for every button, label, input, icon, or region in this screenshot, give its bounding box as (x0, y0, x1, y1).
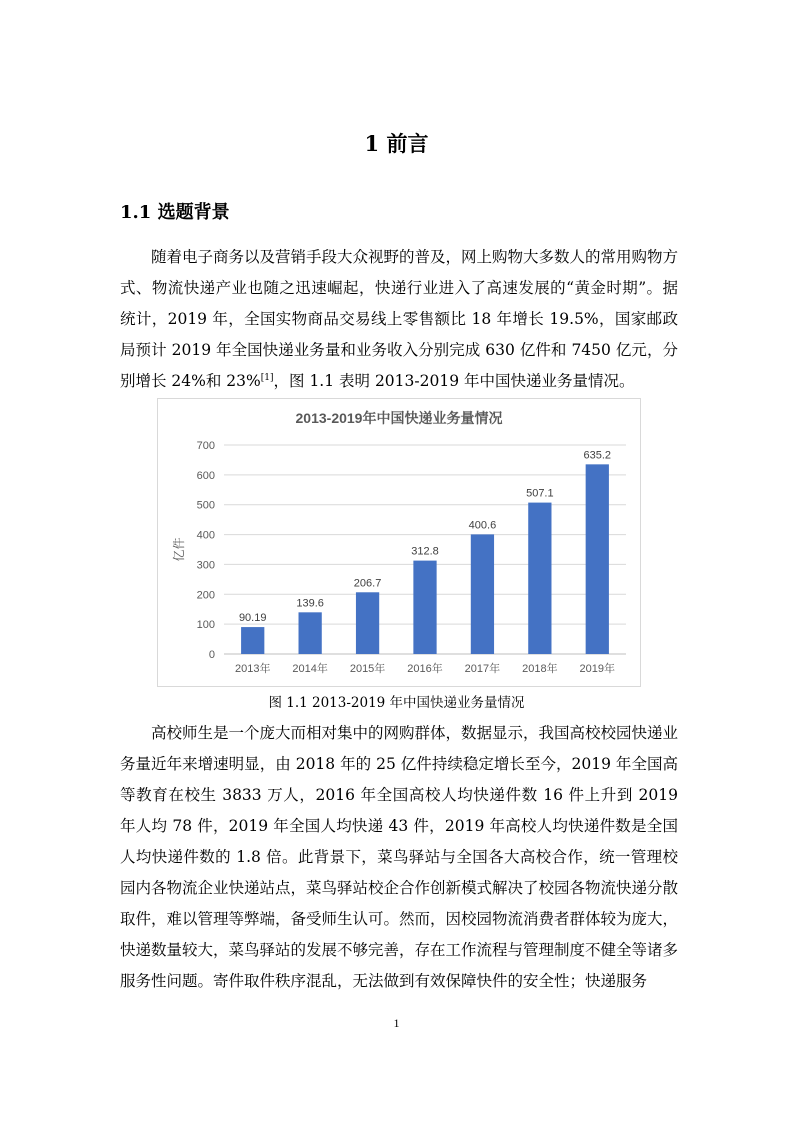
y-tick-label: 0 (208, 649, 215, 661)
figure-caption: 图 1.1 2013-2019 年中国快递业务量情况 (268, 695, 525, 711)
data-label: 139.6 (296, 597, 324, 610)
intro-paragraph (120, 242, 678, 397)
body-paragraph: 高校师生是一个庞大而相对集中的网购群体，数据显示，我国高校校园快递业务量近年来增速明显，由 2018 年的 25 亿件持续稳定增长至今，2019 年全国高等教育在校生 3833 万人，2016 年全国高校人均快递件数 16 件上升到 2019 年人均 78 件，2019 年全国人均快递 43 件，2019 年高校人均快递件数是全国人均快递件数的 1.8 倍。此背景下，菜鸟驿站与全国各大高校合作，统一管理校园内各物流企业快递站点，菜鸟驿站校企合作创新模式解决了校园各物流快递分散取件，难以管理等弊端，备受师生认可。然而，因校园物流消费者群体较为庞大，快递数量较大，菜鸟驿站的发展不够完善，存在工作流程与管理制度不健全等诸多服务性问题。寄件取件秩序混乱，无法做到有效保障快件的安全性；快递服务 (120, 724, 679, 990)
bar-2015年 (356, 592, 379, 654)
x-tick-label: 2014年 (292, 663, 328, 675)
bar-2019年 (586, 464, 609, 654)
data-label: 507.1 (526, 487, 554, 500)
y-tick-label: 100 (196, 619, 215, 632)
x-tick-label: 2013年 (234, 663, 271, 675)
section-title: 1.1 选题背景 (120, 202, 230, 223)
citation-ref[interactable]: [1] (260, 372, 274, 383)
y-axis-label: 亿件 (172, 537, 186, 562)
x-tick-label: 2018年 (522, 663, 558, 675)
data-label: 206.7 (353, 577, 382, 590)
intro-paragraph-text: 随着电子商务以及营销手段大众视野的普及，网上购物大多数人的常用购物方式、物流快递产业也随之迅速崛起，快递行业进入了高速发展的“黄金时期”。据统计，2019 年，全国实物商品交易线上零售额比 18 年增长 19.5%，国家邮政局预计 2019 年全国快递业务量和业务收入分别完成 630 亿件和 7450 亿元，分别增长 24%和 23% (120, 248, 679, 390)
y-tick-label: 600 (196, 469, 215, 482)
bar-2018年 (528, 503, 551, 654)
chart-title: 2013-2019年中国快递业务量情况 (295, 410, 503, 426)
y-tick-label: 300 (196, 559, 215, 572)
data-label: 90.19 (238, 612, 267, 625)
y-tick-label: 200 (196, 589, 215, 602)
intro-paragraph-tail: ，图 1.1 表明 2013-2019 年中国快递业务量情况。 (273, 372, 635, 390)
y-tick-label: 500 (196, 499, 215, 512)
data-label: 635.2 (583, 449, 612, 462)
x-tick-label: 2017年 (464, 663, 501, 675)
bar-2013年 (241, 627, 264, 654)
bar-2016年 (413, 561, 436, 654)
data-label: 400.6 (468, 519, 497, 532)
data-label: 312.8 (411, 545, 439, 558)
x-tick-label: 2019年 (579, 663, 616, 675)
y-tick-label: 700 (196, 440, 215, 452)
express-volume-chart (157, 398, 641, 687)
chapter-title: 1 前言 (364, 131, 429, 156)
x-tick-label: 2015年 (349, 663, 386, 675)
y-tick-label: 400 (196, 529, 215, 542)
bar-2017年 (471, 534, 494, 654)
chart-canvas (158, 399, 640, 686)
x-tick-label: 2016年 (407, 663, 443, 675)
bar-2014年 (299, 612, 322, 654)
page-number: 1 (393, 1016, 400, 1030)
